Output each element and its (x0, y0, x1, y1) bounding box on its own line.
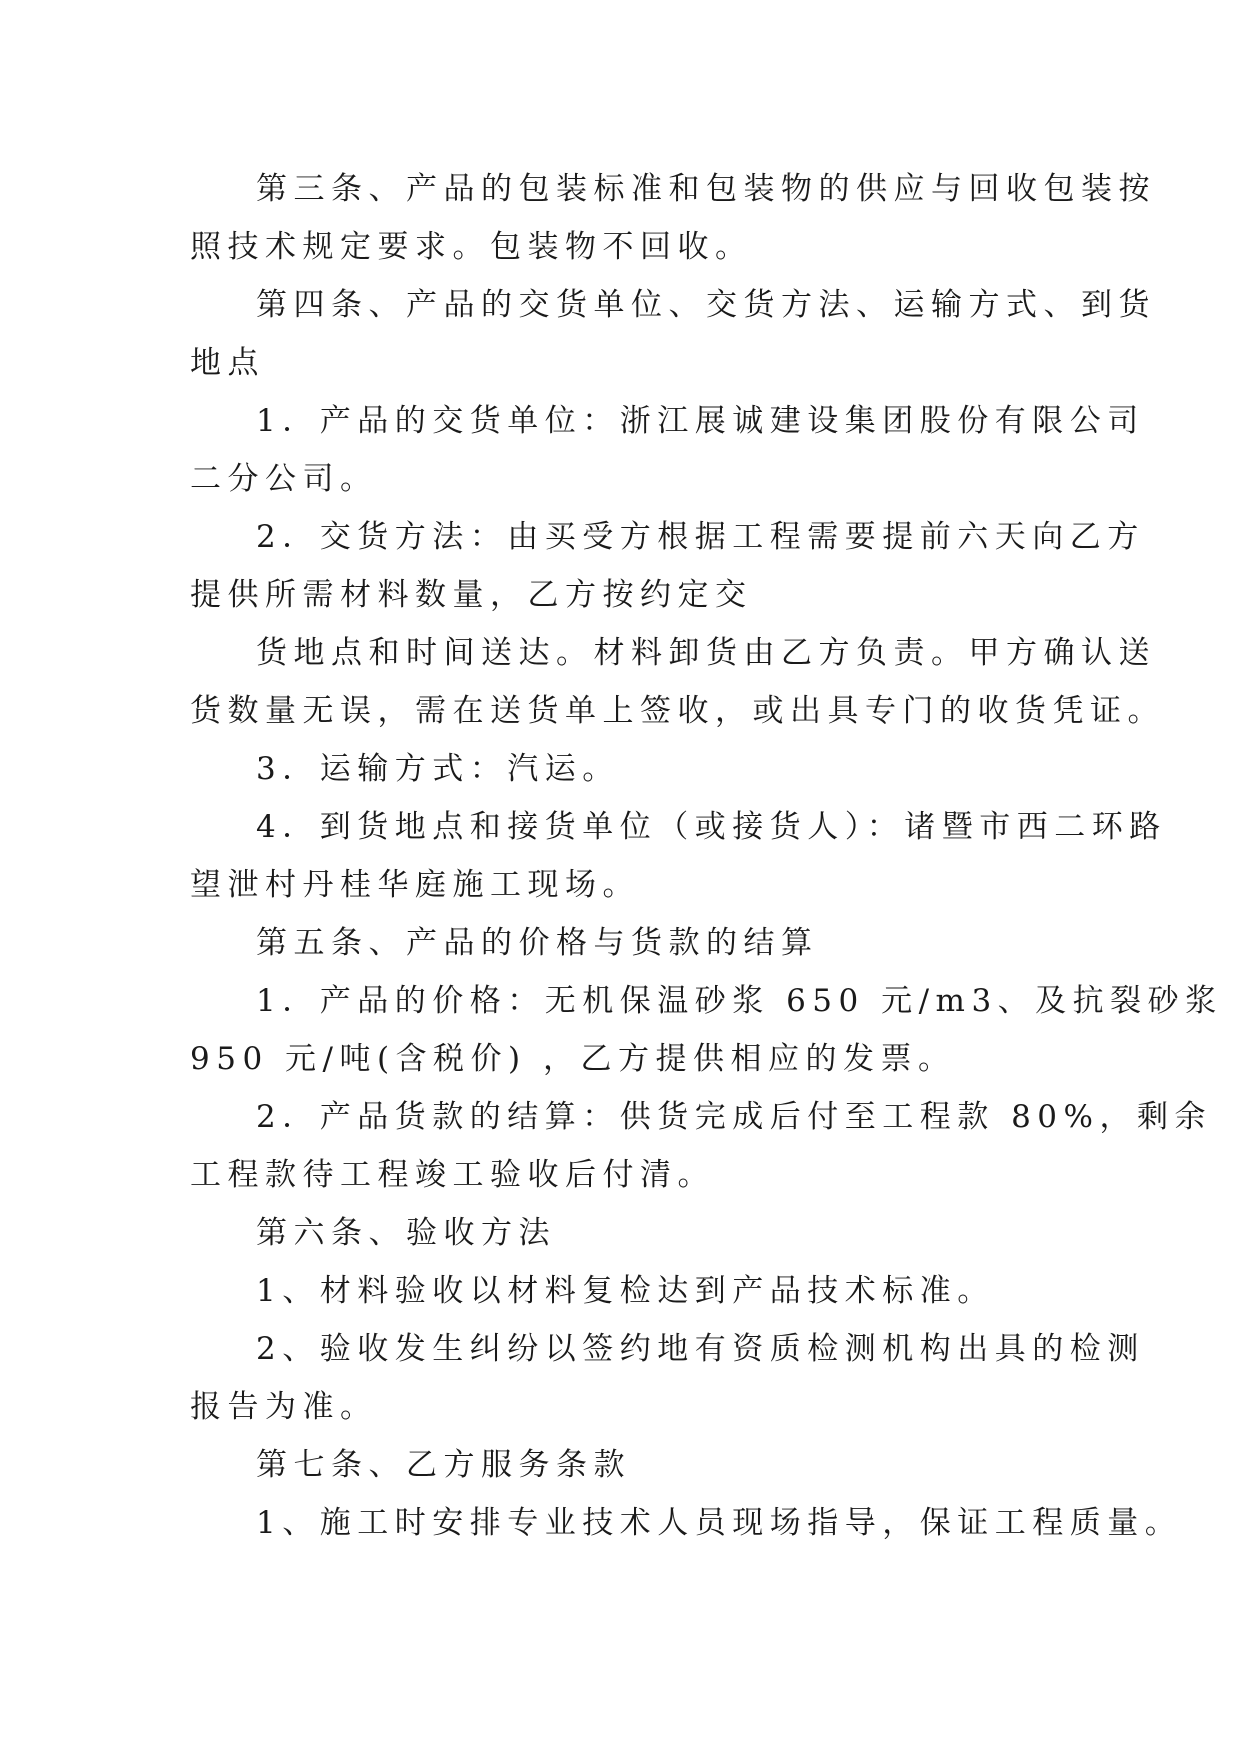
text-line: 第五条、产品的价格与货款的结算 (256, 925, 819, 961)
text-line: 4．到货地点和接货单位（或接货人）：诸暨市西二环路 (256, 809, 1167, 845)
text-line: 1、材料验收以材料复检达到产品技术标准。 (256, 1273, 995, 1309)
text-line: 2、验收发生纠纷以签约地有资质检测机构出具的检测 (256, 1331, 1145, 1367)
text-line: 3．运输方式：汽运。 (256, 751, 620, 787)
text-line: 1、施工时安排专业技术人员现场指导，保证工程质量。 (256, 1505, 1183, 1541)
text-line: 望泄村丹桂华庭施工现场。 (190, 867, 640, 903)
text-line: 报告为准。 (190, 1389, 378, 1425)
text-line: 第七条、乙方服务条款 (256, 1447, 631, 1483)
text-line: 2．产品货款的结算：供货完成后付至工程款 80%，剩余 (256, 1099, 1212, 1135)
text-line: 第六条、验收方法 (256, 1215, 556, 1251)
text-line: 二分公司。 (190, 461, 378, 497)
text-line: 照技术规定要求。包装物不回收。 (190, 229, 753, 265)
text-line: 1．产品的价格：无机保温砂浆 650 元/m3、及抗裂砂浆 (256, 983, 1223, 1019)
text-line: 第四条、产品的交货单位、交货方法、运输方式、到货 (256, 287, 1156, 323)
document-body (190, 160, 1223, 1552)
text-line: 地点 (190, 345, 265, 381)
text-line: 第三条、产品的包装标准和包装物的供应与回收包装按 (256, 171, 1156, 207)
text-line: 货地点和时间送达。材料卸货由乙方负责。甲方确认送 (256, 635, 1156, 671)
text-line: 提供所需材料数量，乙方按约定交 (190, 577, 753, 613)
text-line: 工程款待工程竣工验收后付清。 (190, 1157, 715, 1193)
text-line: 2．交货方法：由买受方根据工程需要提前六天向乙方 (256, 519, 1145, 555)
text-line: 950 元/吨(含税价) ，乙方提供相应的发票。 (190, 1041, 956, 1077)
text-line: 1．产品的交货单位：浙江展诚建设集团股份有限公司 (256, 403, 1145, 439)
text-line: 货数量无误，需在送货单上签收，或出具专门的收货凭证。 (190, 693, 1165, 729)
